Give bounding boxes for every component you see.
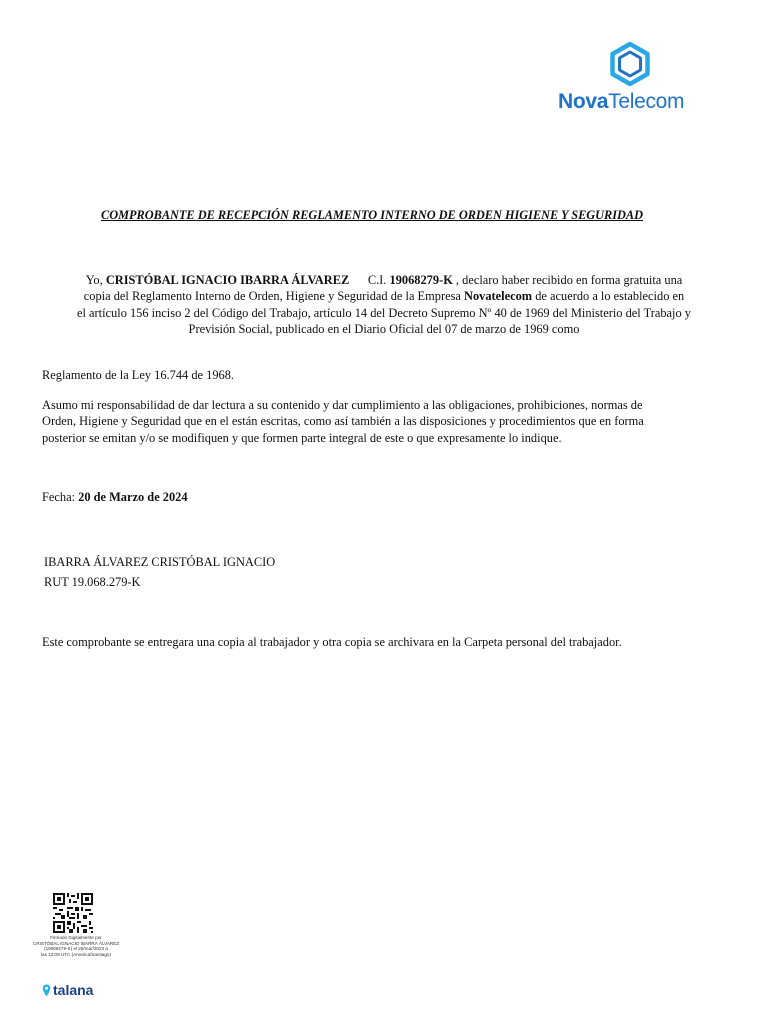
intro-line-1-rest: , declaro haber recibido en forma gratuita una [452,273,683,287]
intro-line-2-b: de acuerdo a lo establecido en [532,289,685,304]
date-line [42,489,188,505]
ci-label: C.I. [367,273,390,287]
ci-value: 19068279-K [389,273,453,287]
talana-wordmark: talana [53,982,94,998]
stamp-line-3: (19068279-K) el 25/mar/2023 a [44,946,108,952]
intro-line-2-a: copia del Reglamento Interno de Orden, Higiene y Seguridad de la Empresa [83,289,464,304]
stamp-line-1: Firmado Digitalmente por [50,935,102,940]
logo-wordmark [558,90,708,114]
responsibility-paragraph [42,397,712,446]
stamp-text [30,935,122,957]
intro-yo: Yo, [85,273,106,287]
hexagon-icon [608,42,652,86]
stamp-line-2: CRISTÓBAL IGNACIO IBARRA ÁLVAREZ [32,940,120,946]
assume-line-3: posterior se emitan y/o se modifiquen y que formen parte integral de este o que expresamente lo indique. [42,430,562,445]
document-title: COMPROBANTE DE RECEPCIÓN REGLAMENTO INTERNO DE ORDEN HIGIENE Y SEGURIDAD [101,208,643,222]
talana-logo [42,982,93,1000]
company-logo [556,40,706,120]
stamp-line-4: las 12:09 UTC (America/Santiago) [41,951,111,957]
company-name: Novatelecom [464,289,533,304]
signature-block [44,552,275,592]
intro-line-3: el artículo 156 inciso 2 del Código del Trabajo, artículo 14 del Decreto Supremo Nº 40 de 1969 del Ministerio del Trabajo y [77,305,691,320]
assume-line-2: Orden, Higiene y Seguridad que en el están escritas, como así también a las disposiciones y procedimientos que en forma [42,414,644,429]
qr-code-icon [53,893,93,933]
assume-line-1: Asumo mi responsabilidad de dar lectura a su contenido y dar cumplimiento a las obligaciones, prohibiciones, normas de [42,398,643,412]
pin-icon [42,984,51,997]
date-label: Fecha: [42,490,79,504]
date-value: 20 de Marzo de 2024 [78,490,188,504]
signer-rut: RUT 19.068.279-K [44,575,141,589]
signer-name: IBARRA ÁLVAREZ CRISTÓBAL IGNACIO [44,555,276,569]
intro-line-1 [40,272,728,288]
copy-note: Este comprobante se entregara una copia al trabajador y otra copia se archivara en la Carpeta personal del trabajador. [42,635,622,649]
intro-line-2 [40,288,728,304]
logo-brand-bold: Nova [558,90,609,113]
logo-brand-light: Telecom [608,90,685,113]
reglamento-line: Reglamento de la Ley 16.744 de 1968. [42,368,235,382]
intro-line-4: Previsión Social, publicado en el Diario Oficial del 07 de marzo de 1969 como [188,321,580,336]
employee-name: CRISTÓBAL IGNACIO IBARRA ÁLVAREZ [105,273,350,287]
intro-paragraph [40,272,728,337]
